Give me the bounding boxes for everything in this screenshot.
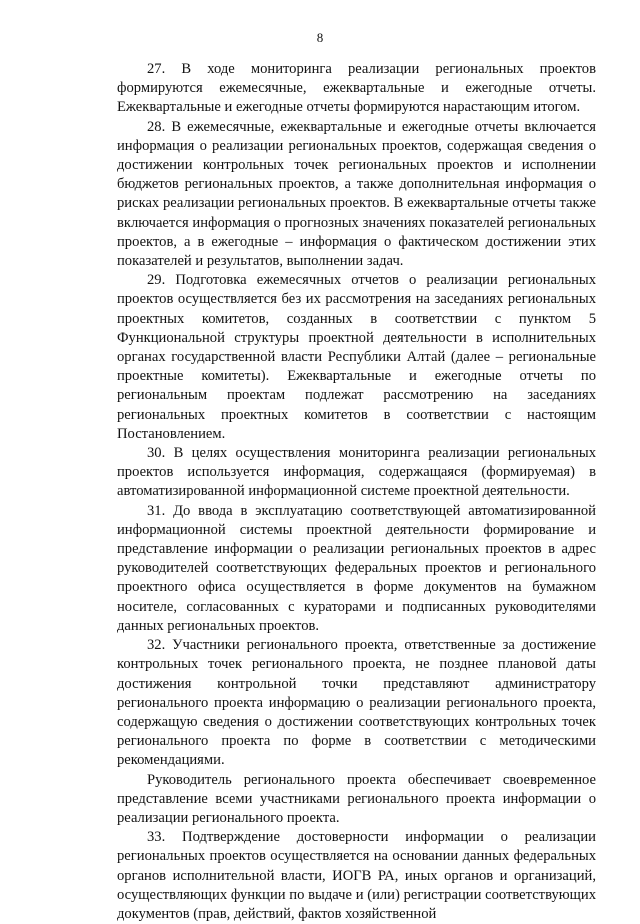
paragraph-27: 27. В ходе мониторинга реализации региональных проектов формируются ежемесячные, ежеквартальные и ежегодные отчеты. Ежеквартальные и ежегодные отчеты формируются нарастающим итогом. [117,61,596,116]
page-number: 8 [316,30,324,45]
document-body [117,60,596,924]
paragraph-32: 32. Участники регионального проекта, ответственные за достижение контрольных точек регионального проекта, не позднее плановой даты достижения контрольной точки представляют администратору регионального проекта информацию о реализации регионального проекта, содержащую сведения о достижении соответствующих контрольных точек регионального проекта по форме в соответствии с методическими рекомендациями. [117,637,596,769]
paragraph-29: 29. Подготовка ежемесячных отчетов о реализации региональных проектов осуществляется без их рассмотрения на заседаниях региональных проектных комитетов, созданных в соответствии с пунктом 5 Функциональной структуры проектной деятельности в исполнительных органах государственной власти Республики Алтай (далее – региональные проектные комитеты). Ежеквартальные и ежегодные отчеты по региональным проектам подлежат рассмотрению на заседаниях региональных проектных комитетов в соответствии с настоящим Постановлением. [117,272,596,442]
paragraph-33: 33. Подтверждение достоверности информации о реализации региональных проектов осуществляется на основании данных федеральных органов исполнительной власти, ИОГВ РА, иных органов и организаций, осуществляющих функции по выдаче и (или) регистрации соответствующих документов (прав, действий, фактов хозяйственной [117,829,596,922]
paragraph-28: 28. В ежемесячные, ежеквартальные и ежегодные отчеты включается информация о реализации региональных проектов, содержащая сведения о достижении контрольных точек региональных проектов и исполнении бюджетов региональных проектов, а также дополнительная информация о рисках реализации региональных проектов. В ежеквартальные отчеты также включается информация о прогнозных значениях показателей региональных проектов, а в ежегодные – информация о фактическом достижении этих показателей и результатов, выполнении задач. [117,118,596,270]
paragraph-32-continued: Руководитель регионального проекта обеспечивает своевременное представление всеми участниками регионального проекта информации о реализации регионального проекта. [117,771,596,826]
paragraph-30: 30. В целях осуществления мониторинга реализации региональных проектов используется информация, содержащаяся (формируемая) в автоматизированной информационной системе проектной деятельности. [117,445,596,500]
paragraph-31: 31. До ввода в эксплуатацию соответствующей автоматизированной информационной системы проектной деятельности формирование и представление информации о реализации региональных проектов в адрес руководителей соответствующих федеральных проектов и регионального проектного офиса осуществляется в форме документов на бумажном носителе, согласованных с кураторами и подписанных руководителями данных региональных проектов. [117,502,596,634]
